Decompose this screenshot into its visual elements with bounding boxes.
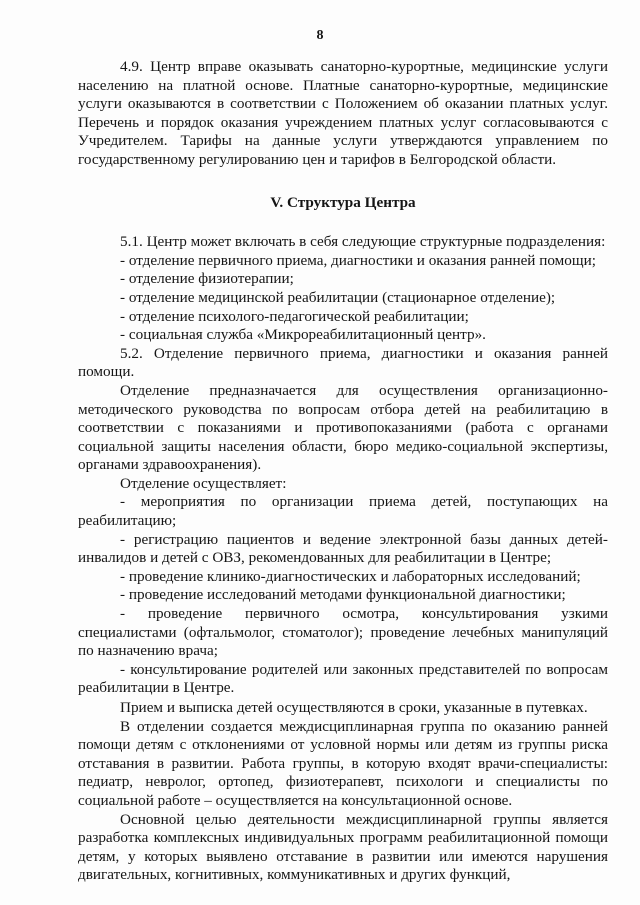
page-number: 8	[316, 28, 324, 43]
paragraph: В отделении создается междисциплинарная группа по оказанию ранней помощи детям с отклонениями от условной нормы или детям из группы риска отставания в развитии. Работа группы, в которую входят врачи-специалисты: педиатр, невролог, ортопед, физиотерапевт, психологи и специалисты по социальной работе – осуществляется на консультационной основе.	[78, 717, 608, 809]
list-item: - проведение первичного осмотра, консультирования узкими специалистами (офтальмолог, стоматолог); проведение лечебных манипуляций по назначению врача;	[78, 605, 608, 660]
list-item: - отделение физиотерапии;	[120, 270, 294, 288]
list-item: - социальная служба «Микрореабилитационный центр».	[120, 326, 486, 344]
list-item: - регистрацию пациентов и ведение электронной базы данных детей-инвалидов и детей с ОВЗ, рекомендованных для реабилитации в Центре;	[78, 530, 608, 567]
list-item: - отделение первичного приема, диагностики и оказания ранней помощи;	[120, 251, 596, 269]
section-heading: V. Структура Центра	[270, 193, 416, 211]
paragraph: Отделение осуществляет:	[120, 474, 287, 492]
list-item: - проведение исследований методами функциональной диагностики;	[120, 586, 566, 604]
paragraph-4-9: 4.9. Центр вправе оказывать санаторно-курортные, медицинские услуги населению на платной основе. Платные санаторно-курортные, медицинские услуги оказываются в соответствии с Положением об оказании платных услуг. Перечень и порядок оказания учреждением платных услуг согласовываются с Учредителем. Тарифы на данные услуги утверждаются управлением по государственному регулированию цен и тарифов в Белгородской области.	[78, 58, 608, 168]
paragraph: Основной целью деятельности междисциплинарной группы является разработка комплексных индивидуальных программ реабилитационной помощи детям, у которых выявлено отставание в развитии или имеются нарушения двигательных, когнитивных, коммуникативных и других функций,	[78, 810, 608, 884]
paragraph-5-1: 5.1. Центр может включать в себя следующие структурные подразделения:	[120, 233, 606, 251]
paragraph-5-2: 5.2. Отделение первичного приема, диагностики и оказания ранней помощи.	[78, 344, 608, 381]
paragraph: Отделение предназначается для осуществления организационно-методического руководства по вопросам отбора детей на реабилитацию в соответствии с показаниями и противопоказаниями (работа с органами социальной защиты населения области, бюро медико-социальной экспертизы, органами здравоохранения).	[78, 381, 608, 474]
list-item: - отделение медицинской реабилитации (стационарное отделение);	[120, 288, 556, 306]
document-body	[78, 58, 608, 885]
paragraph: Прием и выписка детей осуществляются в сроки, указанные в путевках.	[120, 699, 588, 716]
list-item: - консультирование родителей или законных представителей по вопросам реабилитации в Центре.	[78, 660, 608, 697]
list-item: - отделение психолого-педагогической реабилитации;	[120, 307, 469, 325]
list-item: - мероприятия по организации приема детей, поступающих на реабилитацию;	[78, 493, 608, 530]
list-item: - проведение клинико-диагностических и лабораторных исследований;	[120, 567, 581, 585]
